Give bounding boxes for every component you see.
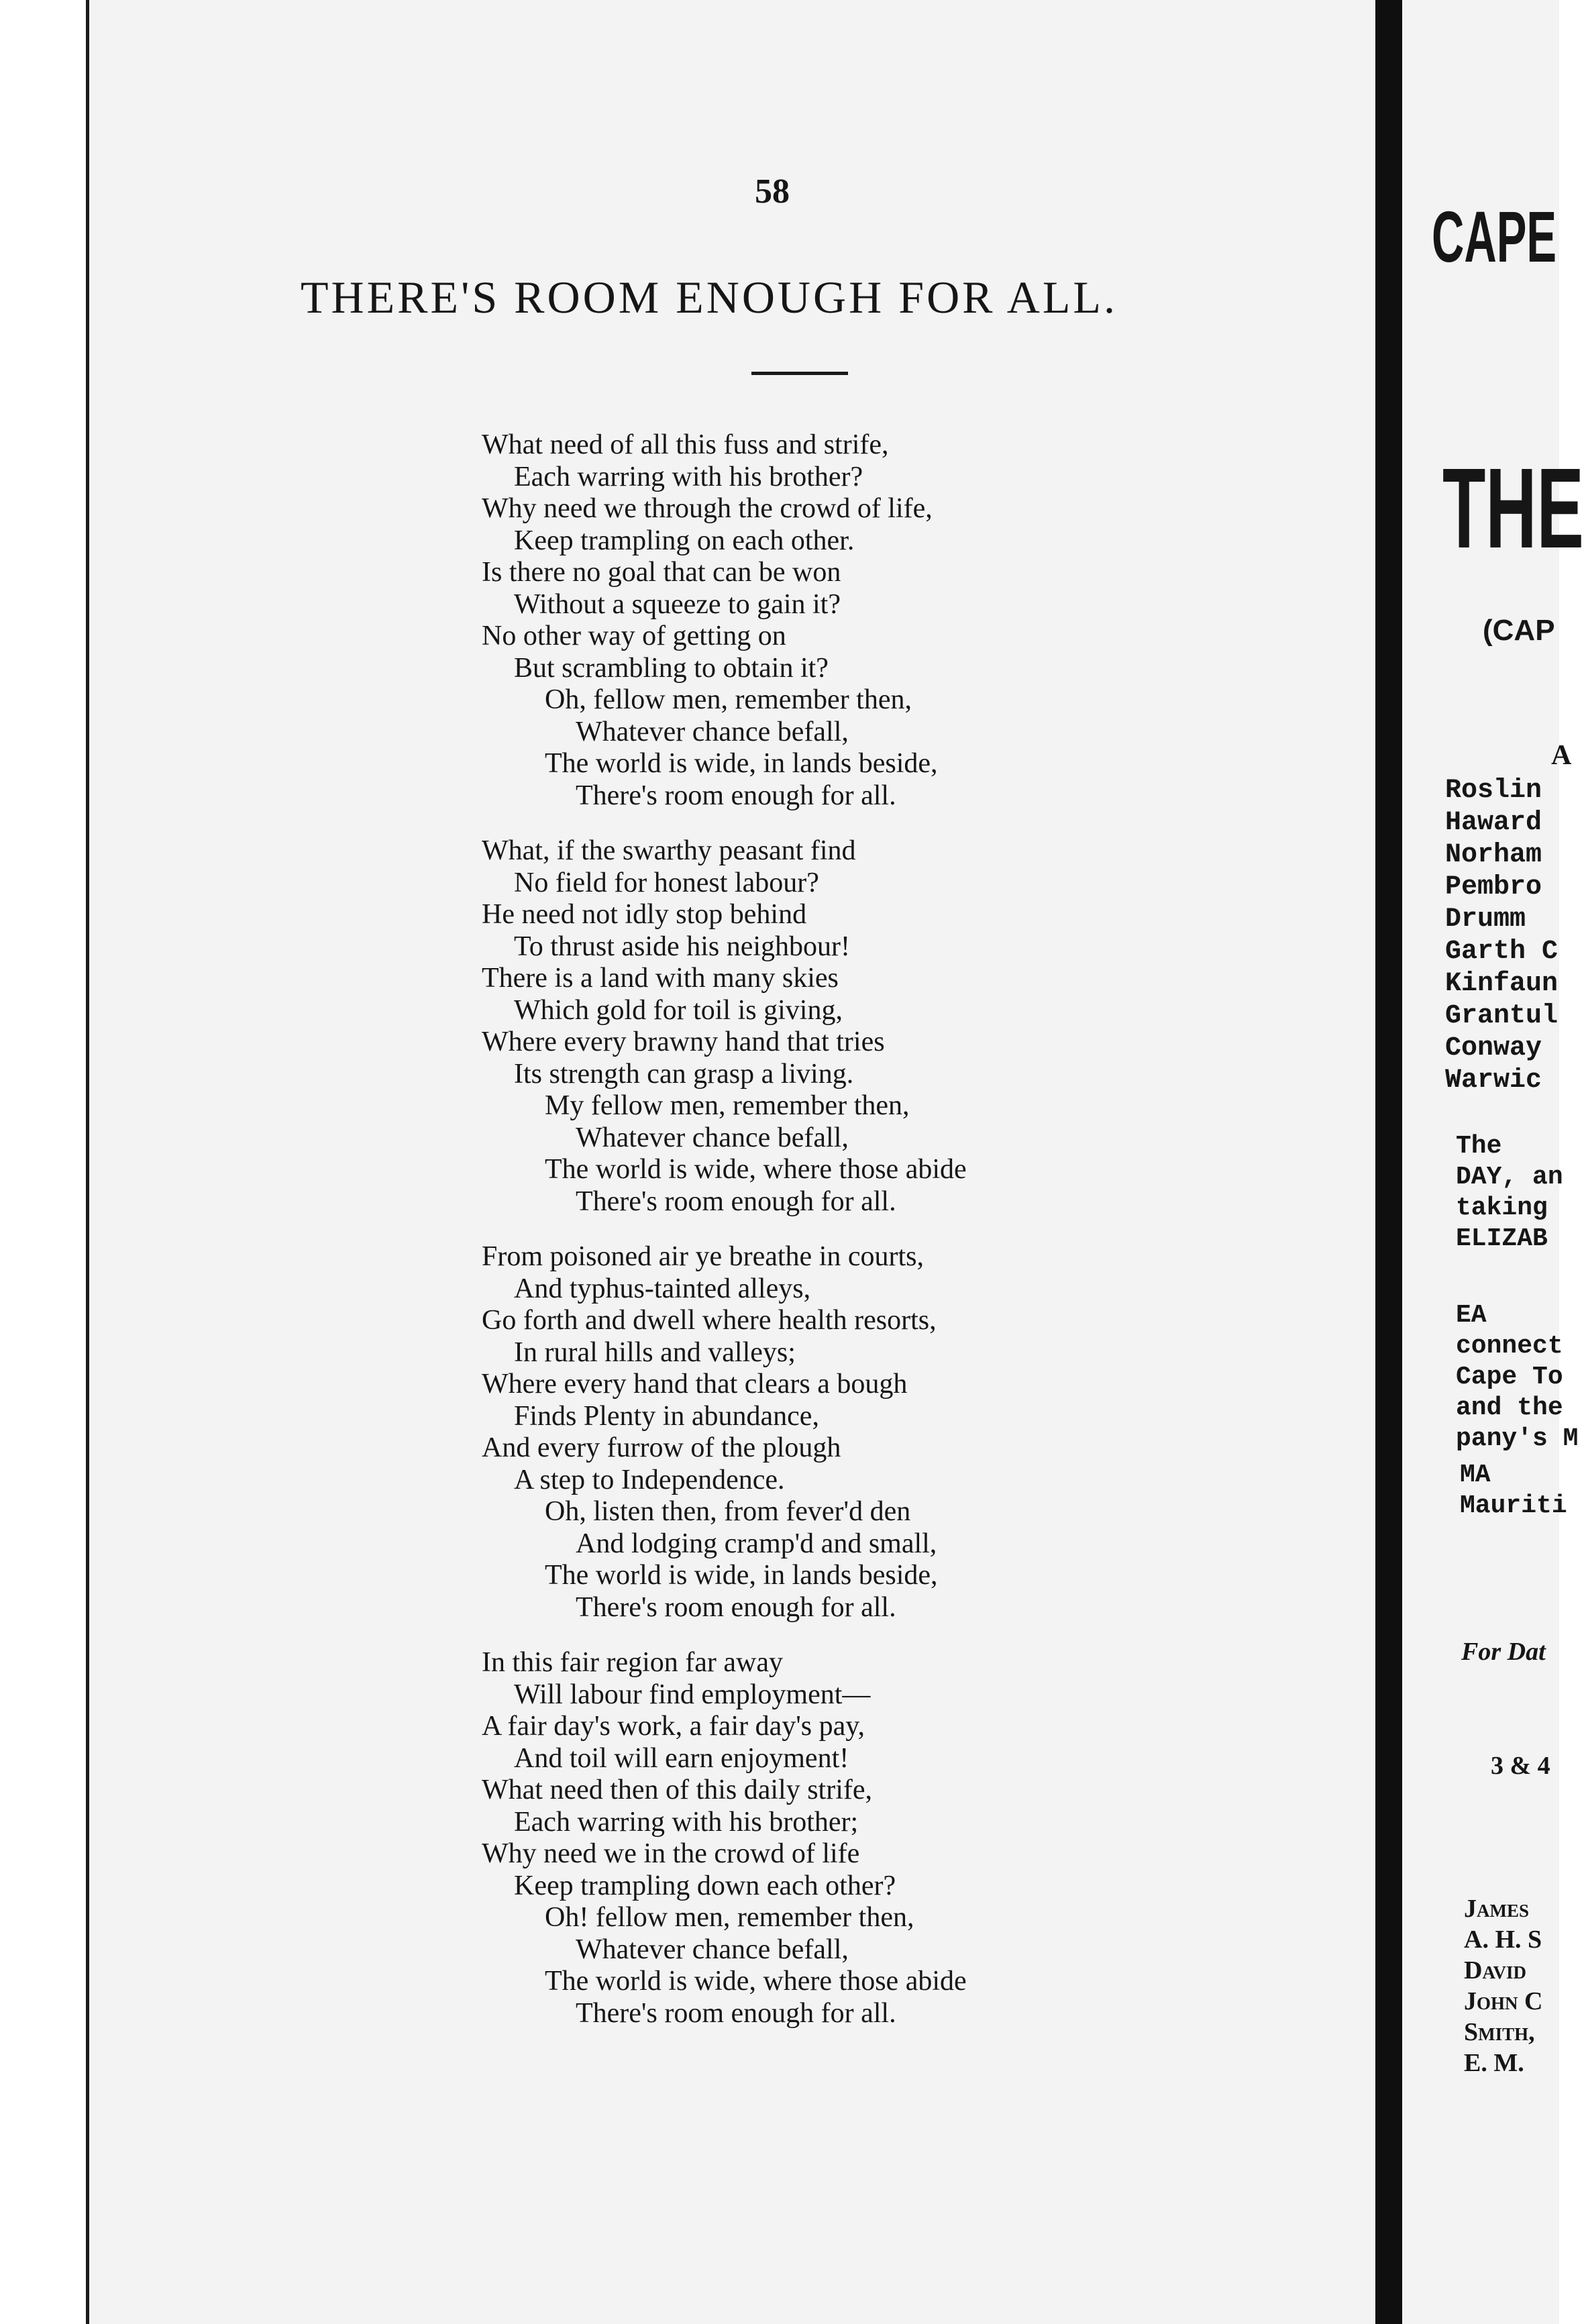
poem-line: In this fair region far away (482, 1647, 783, 1678)
poem-line: He need not idly stop behind (482, 899, 807, 930)
poem-line: Without a squeeze to gain it? (514, 588, 841, 620)
poem-line: To thrust aside his neighbour! (514, 931, 850, 962)
poem-line: The world is wide, in lands beside, (545, 748, 938, 779)
paragraph-line: The (1456, 1132, 1502, 1161)
poem-line: But scrambling to obtain it? (514, 652, 829, 684)
agent-name: E. M. (1464, 2049, 1524, 2077)
right-page-section-letter: A (1551, 740, 1572, 771)
stanza (463, 1647, 1134, 2029)
poem-line: And toil will earn enjoyment! (514, 1742, 849, 1774)
agent-name: Smith, (1464, 2018, 1535, 2046)
poem-line: Is there no goal that can be won (482, 557, 841, 588)
scan-left-margin (0, 0, 89, 2324)
poem-line: There's room enough for all. (576, 780, 896, 811)
ship-name: Grantul (1445, 1001, 1559, 1031)
ship-name: Kinfaun (1445, 969, 1559, 999)
ship-name: Roslin (1445, 776, 1542, 806)
poem-line: Go forth and dwell where health resorts, (482, 1305, 937, 1336)
ship-name: Garth C (1445, 937, 1559, 967)
book-gutter (1375, 0, 1402, 2324)
poem-line: What, if the swarthy peasant find (482, 835, 856, 866)
agent-name: John C (1464, 1987, 1543, 2015)
paragraph-line: pany's M (1456, 1424, 1579, 1453)
poem-line: What need of all this fuss and strife, (482, 429, 889, 460)
poem-line: Oh, fellow men, remember then, (545, 684, 912, 715)
agent-name: A. H. S (1464, 1925, 1542, 1954)
poem-line: From poisoned air ye breathe in courts, (482, 1241, 924, 1272)
right-page (1402, 0, 1584, 2324)
poem-line: Whatever chance befall, (576, 716, 849, 747)
paragraph-line: taking (1456, 1194, 1548, 1222)
right-paragraph-2 (1456, 1300, 1578, 1455)
poem-line: There's room enough for all. (576, 1185, 896, 1217)
poem-line: Oh! fellow men, remember then, (545, 1902, 914, 1933)
paragraph-line: ELIZAB (1456, 1224, 1548, 1253)
ship-name: Norham (1445, 840, 1542, 870)
poem-line: Whatever chance befall, (576, 1934, 849, 1965)
poem-body (463, 429, 1134, 2029)
agent-name: David (1464, 1956, 1526, 1985)
right-page-subheading: (CAP (1483, 614, 1555, 647)
paragraph-line: Mauriti (1460, 1491, 1567, 1520)
poem-line: Oh, listen then, from fever'd den (545, 1496, 911, 1527)
right-dates-line: For Dat (1461, 1638, 1546, 1666)
poem-line: Which gold for toil is giving, (514, 994, 843, 1026)
paragraph-line: and the (1456, 1393, 1563, 1422)
page-number: 58 (755, 172, 790, 211)
poem-line: There's room enough for all. (576, 1997, 896, 2029)
title-rule (751, 372, 848, 375)
paragraph-line: DAY, an (1456, 1163, 1563, 1192)
agent-names-list (1464, 1893, 1542, 2078)
paragraph-line: connect (1456, 1332, 1563, 1361)
poem-line: Each warring with his brother; (514, 1806, 859, 1838)
poem-line: Keep trampling on each other. (514, 525, 855, 556)
ship-name: Drumm (1445, 904, 1526, 935)
ship-name: Pembro (1445, 872, 1542, 902)
poem-line: Keep trampling down each other? (514, 1870, 896, 1901)
poem-line: And lodging cramp'd and small, (576, 1528, 937, 1559)
poem-line: There is a land with many skies (482, 963, 839, 994)
poem-line: Will labour find employment— (514, 1679, 871, 1710)
poem-line: Whatever chance befall, (576, 1122, 849, 1153)
poem-line: My fellow men, remember then, (545, 1090, 910, 1121)
ship-list (1445, 775, 1558, 1097)
poem-line: What need then of this daily strife, (482, 1775, 872, 1805)
poem-line: Finds Plenty in abundance, (514, 1400, 819, 1432)
paragraph-line: MA (1460, 1461, 1491, 1489)
poem-line: There's room enough for all. (576, 1591, 896, 1623)
poem-line: The world is wide, where those abide (545, 1966, 967, 1997)
poem-line: No other way of getting on (482, 621, 786, 651)
poem-line: No field for honest labour? (514, 867, 819, 898)
stanza (463, 1241, 1134, 1624)
poem-line: Where every hand that clears a bough (482, 1369, 908, 1399)
poem-line: A fair day's work, a fair day's pay, (482, 1711, 865, 1742)
poem-title: THERE'S ROOM ENOUGH FOR ALL. (301, 272, 1118, 323)
poem-line: Each warring with his brother? (514, 461, 863, 492)
ship-name: Haward (1445, 808, 1542, 838)
poem-line: And typhus-tainted alleys, (514, 1273, 811, 1304)
poem-line: The world is wide, in lands beside, (545, 1560, 938, 1591)
ship-name: Conway (1445, 1033, 1542, 1063)
paragraph-line: EA (1456, 1301, 1487, 1330)
poem-line: The world is wide, where those abide (545, 1154, 967, 1185)
paragraph-line: Cape To (1456, 1363, 1563, 1391)
poem-line: Why need we through the crowd of life, (482, 493, 933, 524)
right-page-main-heading: THE (1442, 445, 1584, 572)
poem-line: A step to Independence. (514, 1464, 785, 1495)
poem-line: Where every brawny hand that tries (482, 1026, 885, 1057)
right-paragraph-3 (1460, 1460, 1567, 1522)
stanza (463, 835, 1134, 1218)
right-address-line: 3 & 4 (1491, 1752, 1550, 1780)
right-paragraph-1 (1456, 1131, 1563, 1255)
agent-name: James (1464, 1895, 1530, 1923)
poem-line: In rural hills and valleys; (514, 1336, 796, 1368)
stanza (463, 429, 1134, 812)
ship-name: Warwic (1445, 1065, 1542, 1096)
poem-line: Why need we in the crowd of life (482, 1838, 860, 1869)
poem-line: Its strength can grasp a living. (514, 1058, 854, 1090)
poem-line: And every furrow of the plough (482, 1432, 841, 1463)
right-page-heading: CAPE (1432, 196, 1557, 277)
